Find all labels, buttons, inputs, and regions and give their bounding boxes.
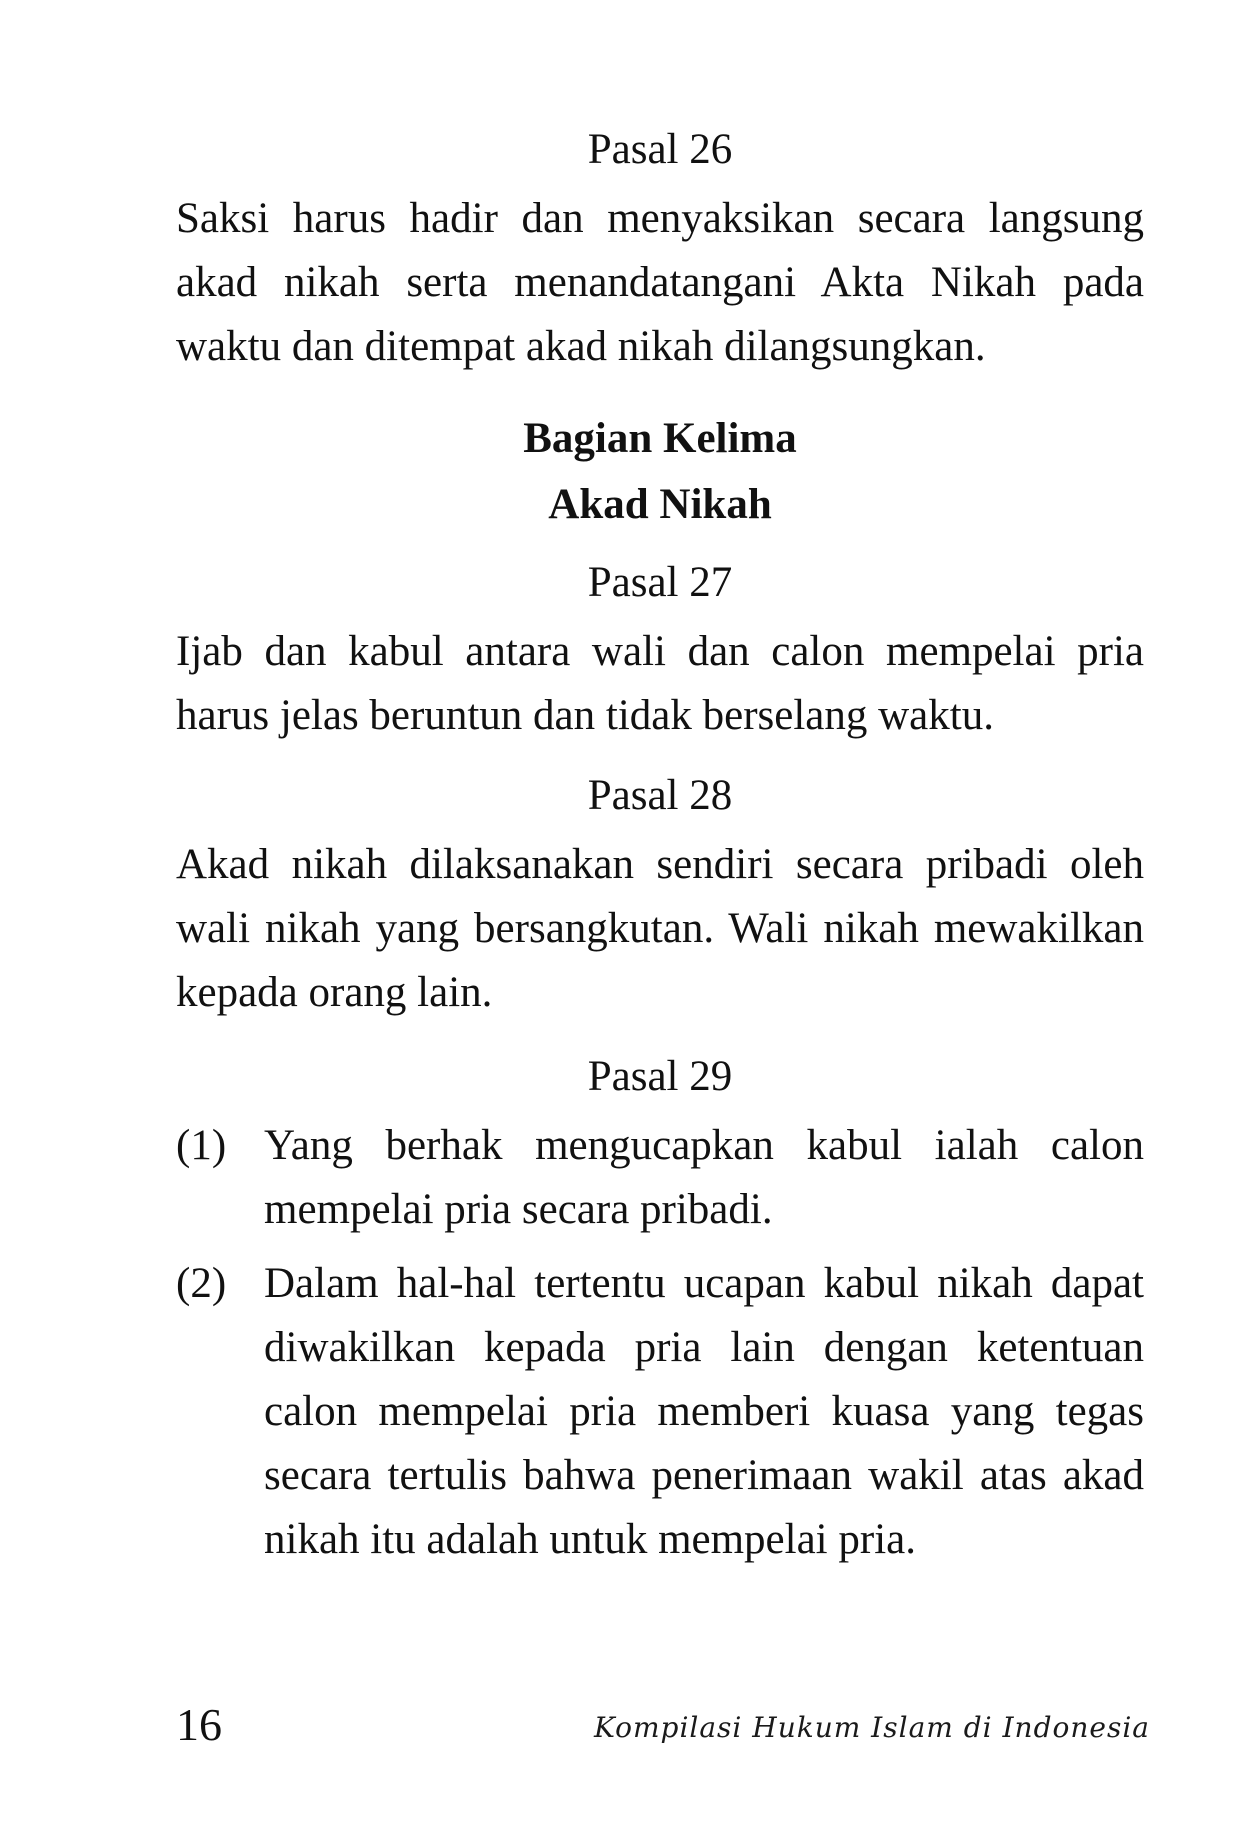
section-heading: Bagian Kelima — [523, 415, 797, 462]
page-number: 16 — [176, 1699, 222, 1750]
list-item-number: (1) — [176, 1122, 227, 1169]
pasal-26-text: Saksi harus hadir dan menyaksikan secara langsung akad nikah serta menandatangani Akta Nikah pada waktu dan ditempat akad nikah dilangsungkan. — [176, 195, 1144, 370]
list-item-number: (2) — [176, 1260, 227, 1307]
pasal-27-title: Pasal 27 — [587, 559, 733, 606]
pasal-29-list — [176, 1114, 1144, 1572]
pasal-28-title: Pasal 28 — [587, 772, 733, 819]
list-item — [176, 1114, 1144, 1242]
pasal-27-text: Ijab dan kabul antara wali dan calon mempelai pria harus jelas beruntun dan tidak berselang waktu. — [176, 628, 1144, 739]
list-item — [176, 1252, 1144, 1572]
pasal-29-title: Pasal 29 — [587, 1053, 733, 1100]
page-body — [176, 120, 1144, 1572]
running-footer-title: Kompilasi Hukum Islam di Indonesia — [593, 1711, 1150, 1744]
list-item-text: Yang berhak mengucapkan kabul ialah calon mempelai pria secara pribadi. — [264, 1122, 1144, 1233]
pasal-28-text: Akad nikah dilaksanakan sendiri secara pribadi oleh wali nikah yang bersangkutan. Wali nikah mewakilkan kepada orang lain. — [176, 841, 1144, 1016]
section-subheading: Akad Nikah — [548, 481, 772, 528]
pasal-26-title: Pasal 26 — [587, 126, 733, 173]
list-item-text: Dalam hal-hal tertentu ucapan kabul nikah dapat diwakilkan kepada pria lain dengan ketentuan calon mempelai pria memberi kuasa yang tegas secara tertulis bahwa penerimaan wakil atas akad nikah itu adalah untuk mempelai pria. — [264, 1260, 1144, 1563]
